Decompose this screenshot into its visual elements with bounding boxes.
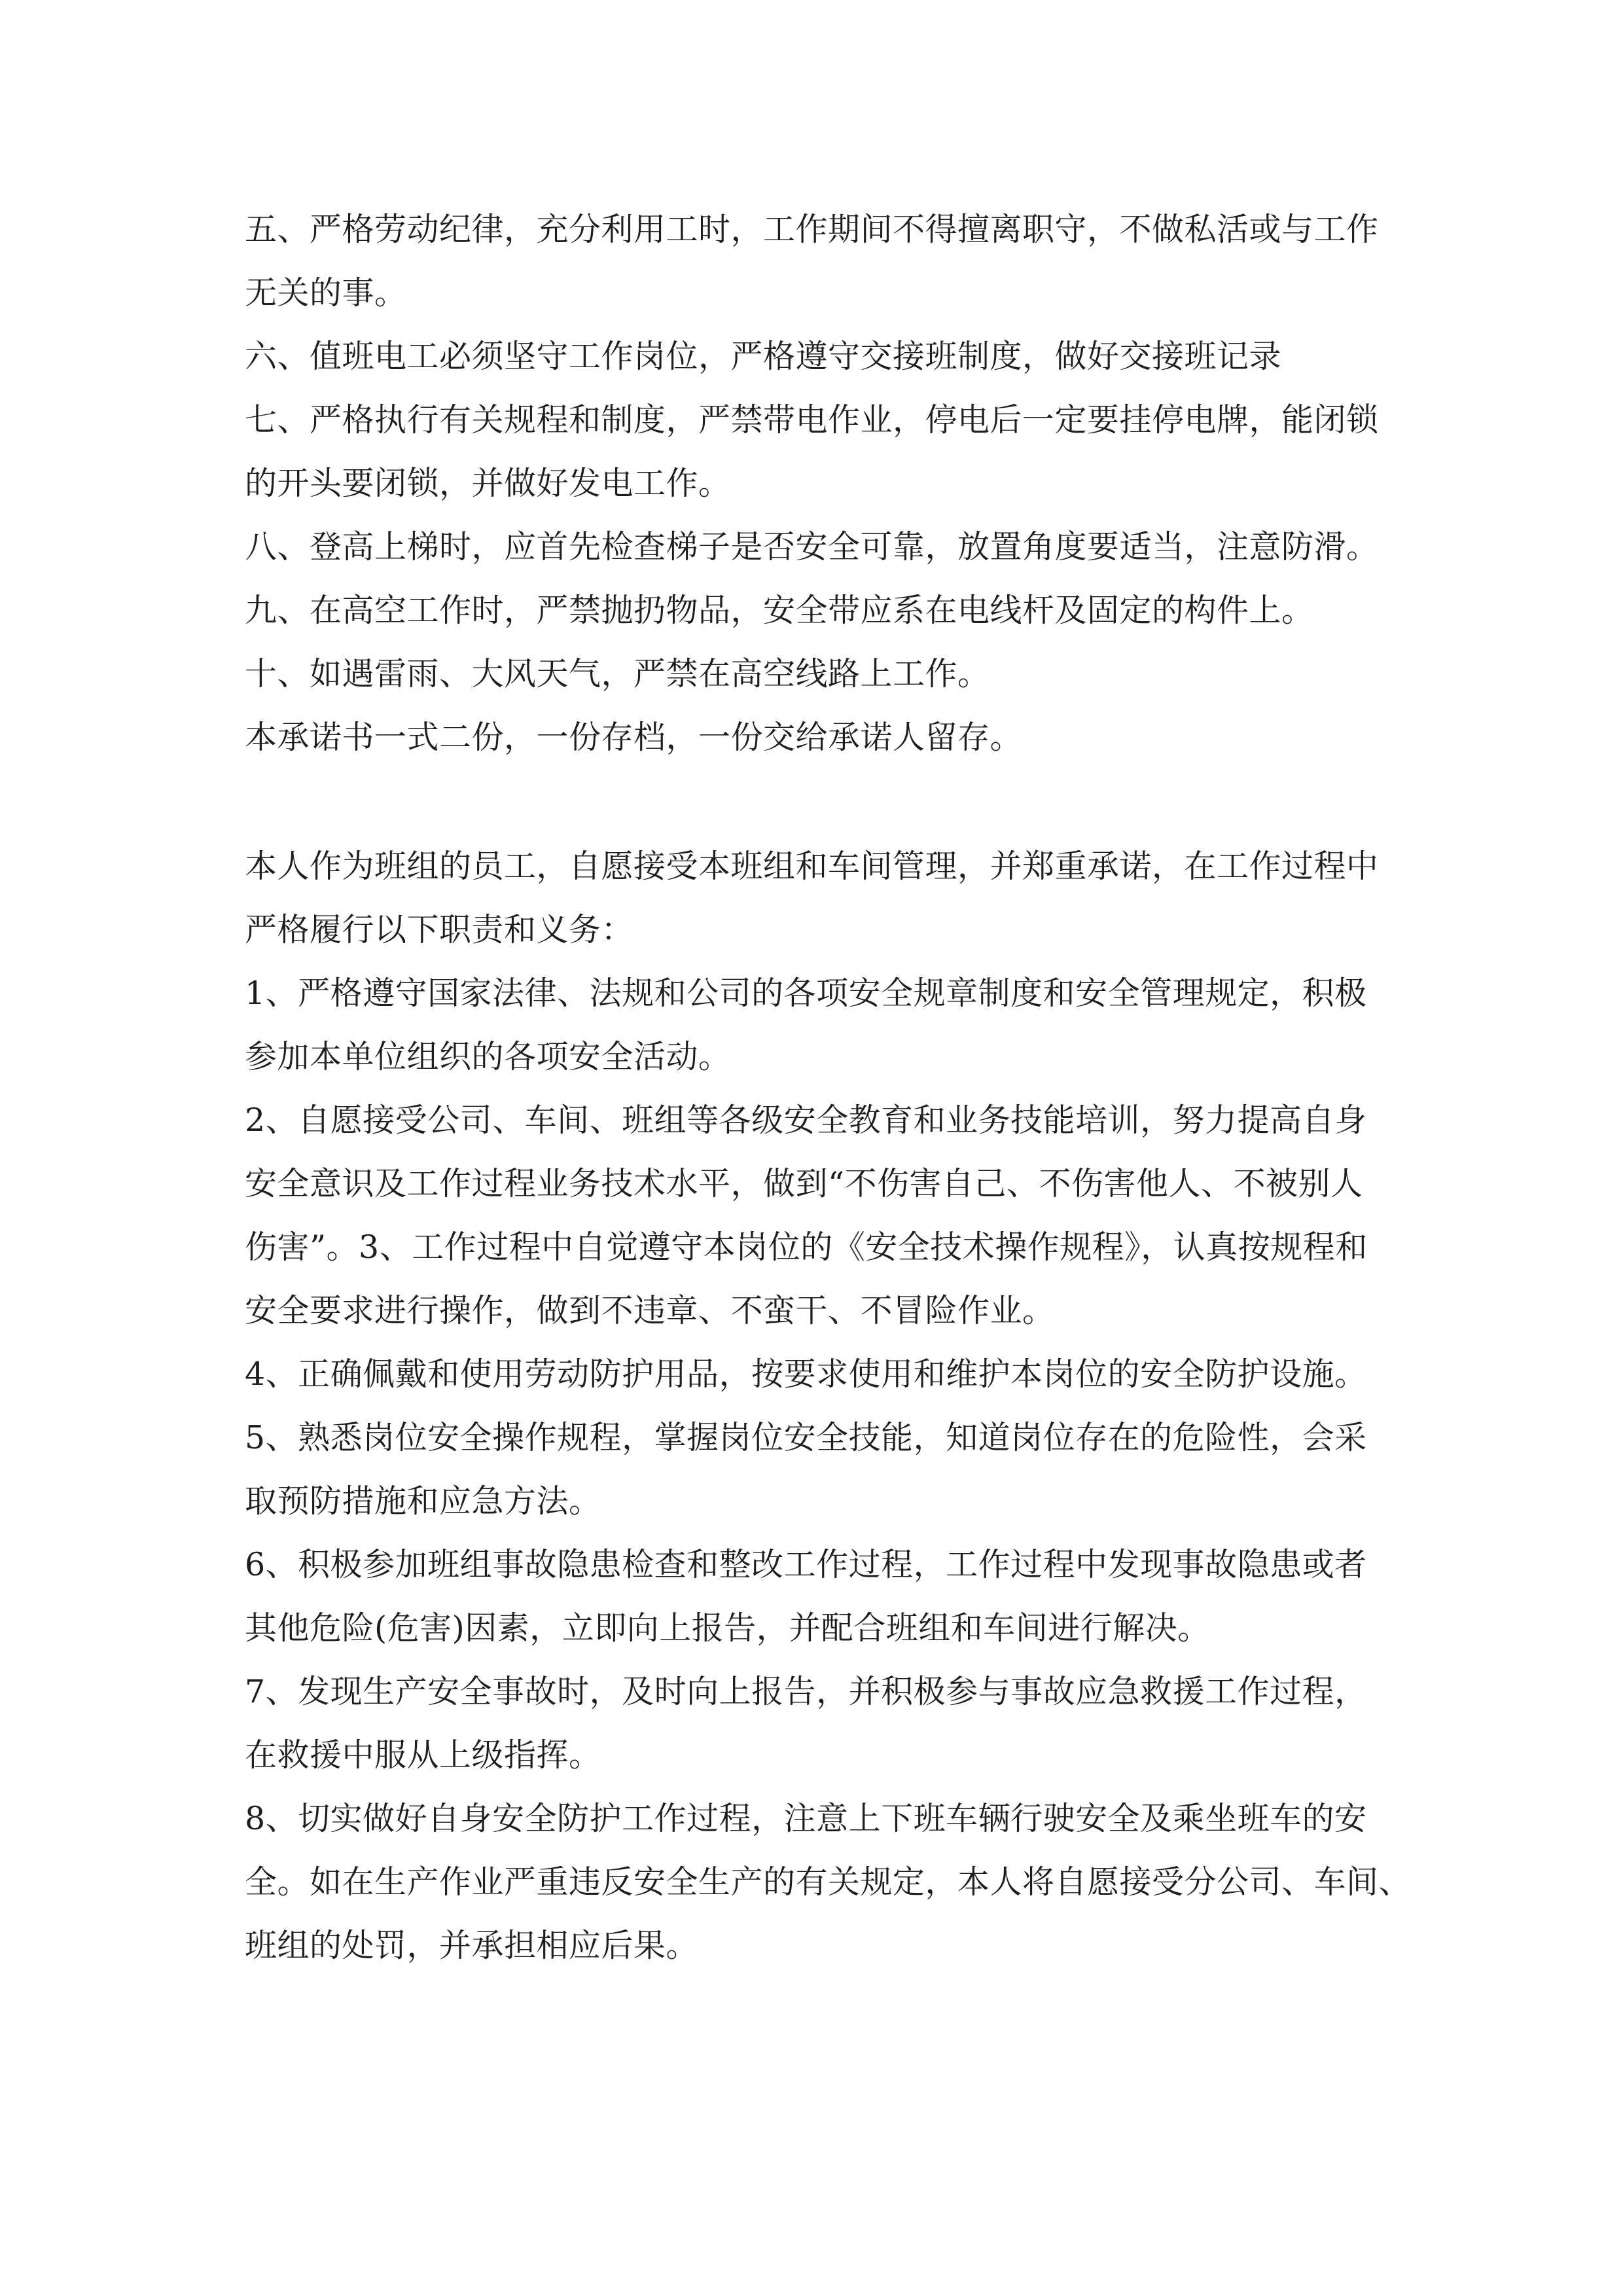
text-line: 安全要求进行操作，做到不违章、不蛮干、不冒险作业。	[245, 1292, 1055, 1329]
safety-rules-section	[245, 198, 1397, 769]
text-line: 取预防措施和应急方法。	[245, 1482, 601, 1520]
text-line: 安全意识及工作过程业务技术水平，做到“不伤害自己、不伤害他人、不被别人	[245, 1165, 1363, 1202]
text-line: 十、如遇雷雨、大风天气，严禁在高空线路上工作。	[245, 655, 990, 692]
text-line: 八、登高上梯时，应首先检查梯子是否安全可靠，放置角度要适当，注意防滑。	[245, 528, 1379, 565]
text-line: 的开头要闭锁，并做好发电工作。	[245, 465, 731, 502]
text-line: 伤害”。3、工作过程中自觉遵守本岗位的《安全技术操作规程》，认真按规程和	[245, 1229, 1368, 1266]
text-line: 全。如在生产作业严重违反安全生产的有关规定，本人将自愿接受分公司、车间、	[245, 1863, 1412, 1901]
text-line: 其他危险(危害)因素，立即向上报告，并配合班组和车间进行解决。	[245, 1609, 1210, 1647]
text-line: 在救援中服从上级指挥。	[245, 1736, 601, 1774]
text-line: 无关的事。	[245, 274, 407, 312]
text-line: 2、自愿接受公司、车间、班组等各级安全教育和业务技能培训，努力提高自身	[245, 1102, 1367, 1139]
text-line: 6、积极参加班组事故隐患检查和整改工作过程，工作过程中发现事故隐患或者	[245, 1546, 1367, 1583]
text-line: 本承诺书一式二份，一份存档，一份交给承诺人留存。	[245, 719, 1023, 756]
text-line: 五、严格劳动纪律，充分利用工时，工作期间不得擅离职守，不做私活或与工作	[245, 211, 1379, 248]
text-line: 1、严格遵守国家法律、法规和公司的各项安全规章制度和安全管理规定，积极	[245, 975, 1367, 1012]
text-line: 九、在高空工作时，严禁抛扔物品，安全带应系在电线杆及固定的构件上。	[245, 592, 1314, 629]
text-line: 4、正确佩戴和使用劳动防护用品，按要求使用和维护本岗位的安全防护设施。	[245, 1355, 1367, 1393]
employee-pledge-section	[245, 834, 1412, 1977]
text-line: 班组的处罚，并承担相应后果。	[245, 1927, 699, 1964]
text-line: 七、严格执行有关规程和制度，严禁带电作业，停电后一定要挂停电牌，能闭锁	[245, 401, 1379, 439]
text-line: 严格履行以下职责和义务：	[245, 911, 634, 948]
text-line: 5、熟悉岗位安全操作规程，掌握岗位安全技能，知道岗位存在的危险性，会采	[245, 1419, 1367, 1456]
text-line: 7、发现生产安全事故时，及时向上报告，并积极参与事故应急救援工作过程，	[245, 1673, 1367, 1710]
text-line: 本人作为班组的员工，自愿接受本班组和车间管理，并郑重承诺，在工作过程中	[245, 848, 1379, 885]
text-line: 六、值班电工必须坚守工作岗位，严格遵守交接班制度，做好交接班记录	[245, 338, 1282, 375]
text-line: 参加本单位组织的各项安全活动。	[245, 1038, 731, 1075]
text-line: 8、切实做好自身安全防护工作过程，注意上下班车辆行驶安全及乘坐班车的安	[245, 1800, 1367, 1837]
